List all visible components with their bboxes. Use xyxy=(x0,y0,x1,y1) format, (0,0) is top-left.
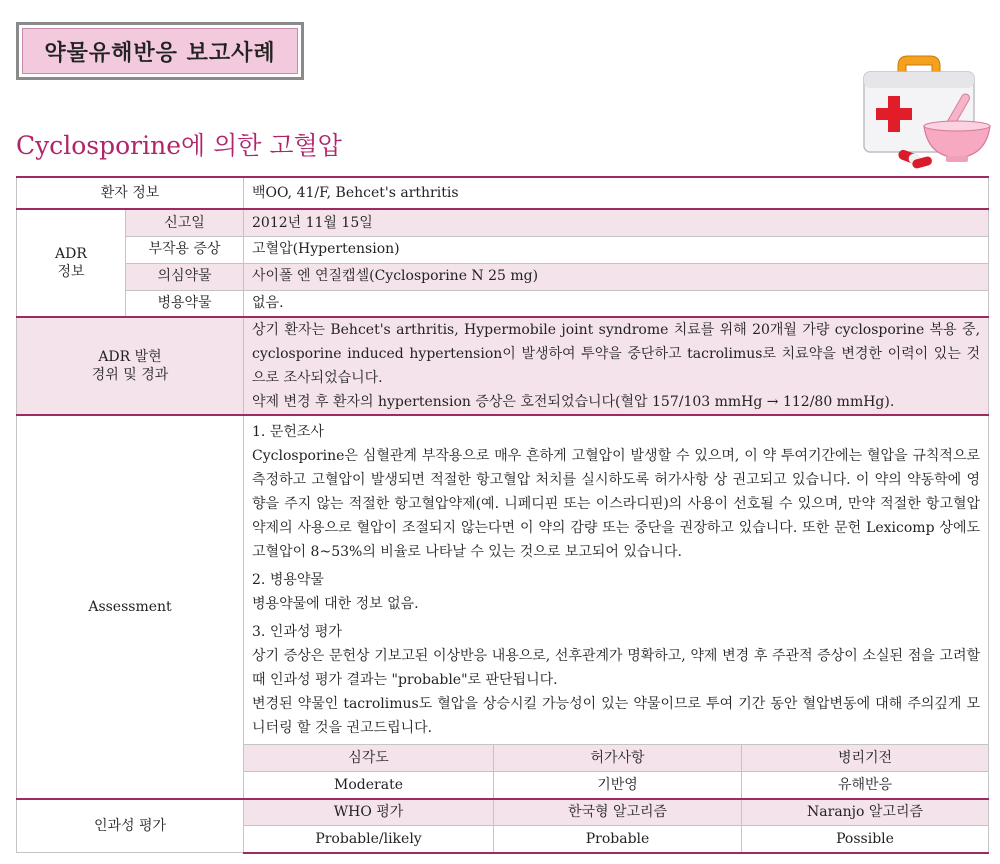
causality-value: Probable/likely xyxy=(244,826,494,853)
patient-label: 환자 정보 xyxy=(17,177,244,209)
causality-label: 인과성 평가 xyxy=(17,799,244,853)
report-subtitle: Cyclosporine에 의한 고혈압 xyxy=(16,131,342,160)
assessment-grid-value: Moderate xyxy=(244,772,494,799)
adr-row-label: 병용약물 xyxy=(126,290,244,317)
course-label xyxy=(17,317,244,415)
assessment-grid-header: 심각도 xyxy=(244,745,494,772)
causality-value: Probable xyxy=(494,826,742,853)
patient-row xyxy=(17,177,989,209)
causality-header-row xyxy=(17,799,989,826)
medical-kit-illustration xyxy=(846,52,994,170)
patient-value: 백OO, 41/F, Behcet's arthritis xyxy=(244,177,989,209)
assessment-section-3-text-2: 변경된 약물인 tacrolimus도 혈압을 상승시킬 가능성이 있는 약물이므로 투여 기간 동안 혈압변동에 대해 주의깊게 모니터링 할 것을 권고드립니다. xyxy=(252,696,981,736)
assessment-grid-header: 병리기전 xyxy=(742,745,989,772)
adr-row-label: 신고일 xyxy=(126,209,244,236)
assessment-row xyxy=(17,415,989,745)
course-row xyxy=(17,317,989,415)
adr-group-label xyxy=(17,209,126,317)
assessment-grid-value: 기반영 xyxy=(494,772,742,799)
adr-row-report-date xyxy=(17,209,989,236)
assessment-grid-value: 유해반응 xyxy=(742,772,989,799)
assessment-grid-header: 허가사항 xyxy=(494,745,742,772)
title-box xyxy=(16,22,304,80)
adr-row-value: 고혈압(Hypertension) xyxy=(244,236,989,263)
assessment-label: Assessment xyxy=(17,415,244,799)
causality-header: 한국형 알고리즘 xyxy=(494,799,742,826)
adr-row-value: 2012년 11월 15일 xyxy=(244,209,989,236)
adr-row-label: 의심약물 xyxy=(126,263,244,290)
adr-row-suspect-drug xyxy=(17,263,989,290)
course-text-2: 약제 변경 후 환자의 hypertension 증상은 호전되었습니다(혈압 157/103 mmHg → 112/80 mmHg). xyxy=(252,394,895,410)
adr-row-value: 사이폴 엔 연질캡셀(Cyclosporine N 25 mg) xyxy=(244,263,989,290)
course-text xyxy=(244,317,989,415)
course-label-line-1: ADR 발현 xyxy=(98,348,162,365)
causality-header: Naranjo 알고리즘 xyxy=(742,799,989,826)
assessment-section-2-text: 병용약물에 대한 정보 없음. xyxy=(252,596,419,612)
page-title: 약물유해반응 보고사례 xyxy=(22,28,298,74)
adr-row-symptom xyxy=(17,236,989,263)
adr-group-label-line-1: ADR xyxy=(55,245,87,262)
assessment-section-1-title: 1. 문헌조사 xyxy=(252,424,324,440)
causality-value: Possible xyxy=(742,826,989,853)
causality-header: WHO 평가 xyxy=(244,799,494,826)
adr-row-concomitant-drug xyxy=(17,290,989,317)
assessment-section-1-text: Cyclosporine은 심혈관계 부작용으로 매우 흔하게 고혈압이 발생할 수 있으며, 이 약 투여기간에는 혈압을 규칙적으로 측정하고 고혈압이 발생되면 적절한 항고혈압 처치를 실시하도록 허가사항 상 권고되고 있습니다. 이 약의 약동학에 영향을 주지 않는 적절한 항고혈압약제(예. 니페디핀 또는 이스라디핀)의 사용이 선호될 수 있으며, 만약 적절한 항고혈압약제의 사용으로 혈압이 조절되지 않는다면 이 약의 감량 또는 중단을 권장하고 있습니다. 또한 문헌 Lexicomp 상에도 고혈압이 8~53%의 비율로 나타날 수 있는 것으로 보고되어 있습니다. xyxy=(252,448,981,560)
adr-report-table xyxy=(16,176,989,854)
course-label-line-2: 경위 및 경과 xyxy=(91,367,169,383)
adr-row-label: 부작용 증상 xyxy=(126,236,244,263)
adr-row-value: 없음. xyxy=(244,290,989,317)
assessment-section-2-title: 2. 병용약물 xyxy=(252,572,324,588)
assessment-body xyxy=(244,415,989,745)
course-text-1: 상기 환자는 Behcet's arthritis, Hypermobile joint syndrome 치료를 위해 20개월 가량 cyclosporine 복용 중, cyclosporine induced hypertension이 발생하여 투약을 중단하고 tacrolimus로 치료약을 변경한 이력이 있는 것으로 조사되었습니다. xyxy=(252,322,981,386)
assessment-section-3-text-1: 상기 증상은 문헌상 기보고된 이상반응 내용으로, 선후관계가 명확하고, 약제 변경 후 주관적 증상이 소실된 점을 고려할 때 인과성 평가 결과는 "probable"로 판단됩니다. xyxy=(252,648,981,688)
adr-group-label-line-2: 정보 xyxy=(57,264,85,280)
assessment-section-3-title: 3. 인과성 평가 xyxy=(252,624,342,640)
